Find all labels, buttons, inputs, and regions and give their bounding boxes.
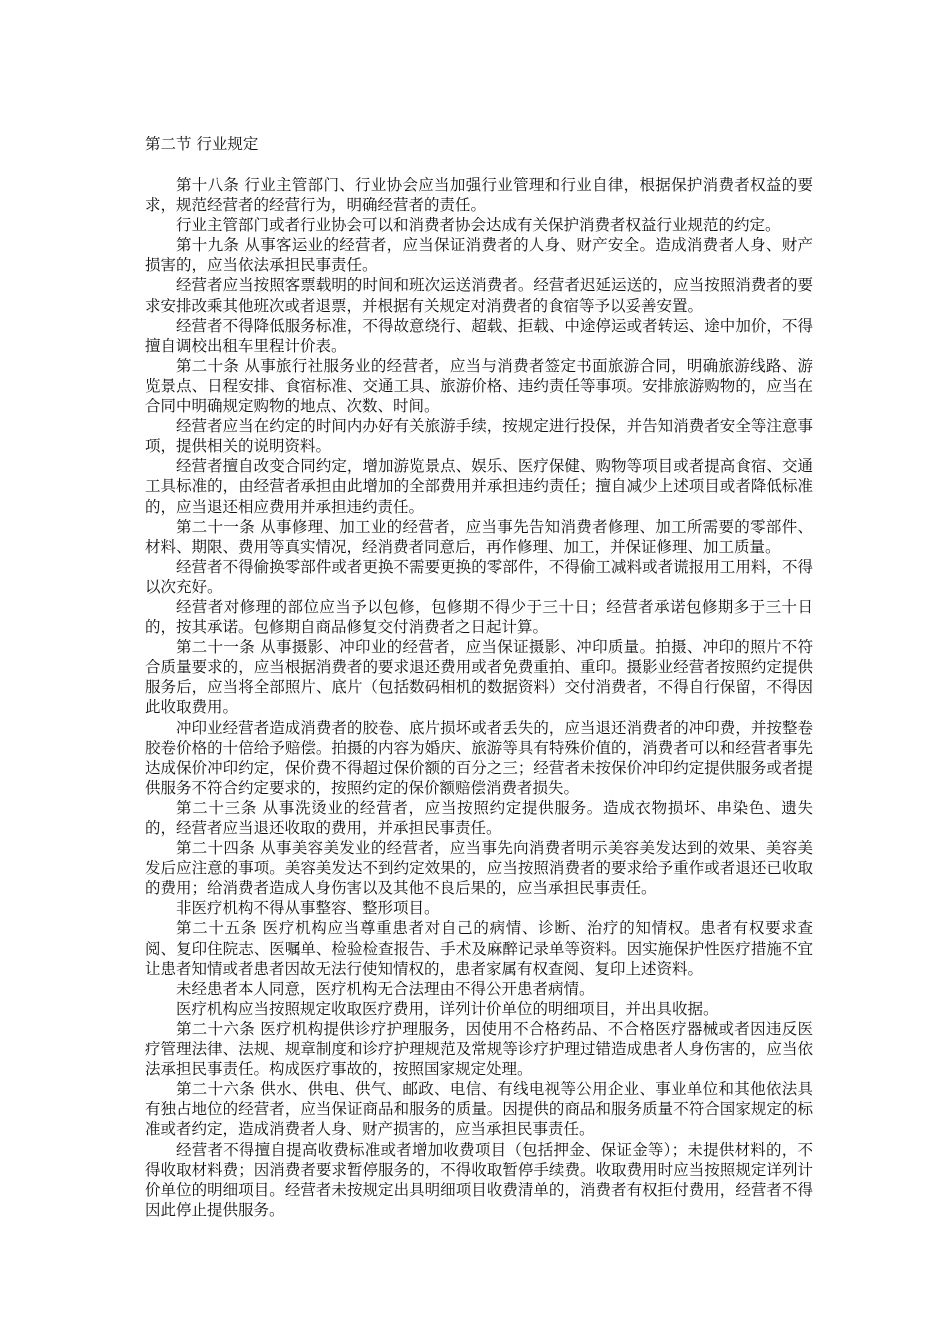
paragraph: 第二十条 从事旅行社服务业的经营者，应当与消费者签定书面旅游合同，明确旅游线路、游览景点、日程安排、食宿标准、交通工具、旅游价格、违约责任等事项。安排旅游购物的，应当在合同中明确规定购物的地点、次数、时间。 bbox=[145, 356, 813, 416]
paragraph: 经营者不得擅自提高收费标准或者增加收费项目（包括押金、保证金等）；未提供材料的，不得收取材料费；因消费者要求暂停服务的，不得收取暂停手续费。收取费用时应当按照规定详列计价单位的明细项目。经营者未按规定出具明细项目收费清单的，消费者有权拒付费用，经营者不得因此停止提供服务。 bbox=[145, 1140, 813, 1219]
paragraph: 医疗机构应当按照规定收取医疗费用，详列计价单位的明细项目，并出具收据。 bbox=[176, 999, 719, 1018]
paragraph: 行业主管部门或者行业协会可以和消费者协会达成有关保护消费者权益行业规范的约定。 bbox=[176, 216, 781, 235]
paragraph: 经营者擅自改变合同约定，增加游览景点、娱乐、医疗保健、购物等项目或者提高食宿、交通工具标准的，由经营者承担由此增加的全部费用并承担违约责任；擅自减少上述项目或者降低标准的，应当退还相应费用并承担违约责任。 bbox=[145, 457, 813, 516]
paragraph: 第二十五条 医疗机构应当尊重患者对自己的病情、诊断、治疗的知情权。患者有权要求查阅、复印住院志、医嘱单、检验检查报告、手术及麻醉记录单等资料。因实施保护性医疗措施不宜让患者知情或者患者因故无法行使知情权的，患者家属有权查阅、复印上述资料。 bbox=[145, 919, 813, 978]
paragraph: 经营者不得偷换零部件或者更换不需要更换的零部件，不得偷工减料或者谎报用工用料，不得以次充好。 bbox=[145, 557, 813, 596]
paragraph: 非医疗机构不得从事整容、整形项目。 bbox=[176, 899, 440, 918]
paragraph: 未经患者本人同意，医疗机构无合法理由不得公开患者病情。 bbox=[176, 979, 595, 998]
paragraph: 冲印业经营者造成消费者的胶卷、底片损坏或者丢失的，应当退还消费者的冲印费，并按整卷胶卷价格的十倍给予赔偿。拍摄的内容为婚庆、旅游等具有特殊价值的，消费者可以和经营者事先达成保价冲印约定，保价费不得超过保价额的百分之三；经营者未按保价冲印约定提供服务或者提供服务不符合约定要求的，按照约定的保价额赔偿消费者损失。 bbox=[145, 718, 813, 797]
paragraph: 第二十四条 从事美容美发业的经营者，应当事先向消费者明示美容美发达到的效果、美容美发后应注意的事项。美容美发达不到约定效果的，应当按照消费者的要求给予重作或者退还已收取的费用；给消费者造成人身伤害以及其他不良后果的，应当承担民事责任。 bbox=[145, 839, 813, 898]
paragraph: 经营者对修理的部位应当予以包修，包修期不得少于三十日；经营者承诺包修期多于三十日的，按其承诺。包修期自商品修复交付消费者之日起计算。 bbox=[145, 597, 813, 637]
paragraph: 第十八条 行业主管部门、行业协会应当加强行业管理和行业自律，根据保护消费者权益的要求，规范经营者的经营行为，明确经营者的责任。 bbox=[145, 176, 813, 215]
paragraph: 第二十六条 医疗机构提供诊疗护理服务，因使用不合格药品、不合格医疗器械或者因违反医疗管理法律、法规、规章制度和诊疗护理规范及常规等诊疗护理过错造成患者人身伤害的，应当依法承担民事责任。构成医疗事故的，按照国家规定处理。 bbox=[145, 1019, 813, 1079]
paragraph: 经营者不得降低服务标准，不得故意绕行、超载、拒载、中途停运或者转运、途中加价，不得擅自调校出租车里程计价表。 bbox=[145, 316, 813, 355]
paragraph: 第二十一条 从事摄影、冲印业的经营者，应当保证摄影、冲印质量。拍摄、冲印的照片不符合质量要求的，应当根据消费者的要求退还费用或者免费重拍、重印。摄影业经营者按照约定提供服务后，应当将全部照片、底片（包括数码相机的数据资料）交付消费者，不得自行保留，不得因此收取费用。 bbox=[145, 638, 813, 717]
paragraph: 第二十一条 从事修理、加工业的经营者，应当事先告知消费者修理、加工所需要的零部件、材料、期限、费用等真实情况，经消费者同意后，再作修理、加工，并保证修理、加工质量。 bbox=[145, 517, 813, 556]
paragraph: 第二十三条 从事洗烫业的经营者，应当按照约定提供服务。造成衣物损坏、串染色、遗失的，经营者应当退还收取的费用，并承担民事责任。 bbox=[145, 798, 813, 837]
paragraph: 经营者应当在约定的时间内办好有关旅游手续，按规定进行投保，并告知消费者安全等注意事项，提供相关的说明资料。 bbox=[145, 417, 813, 456]
section-title: 第二节 行业规定 bbox=[145, 135, 259, 153]
paragraph: 第二十六条 供水、供电、供气、邮政、电信、有线电视等公用企业、事业单位和其他依法具有独占地位的经营者，应当保证商品和服务的质量。因提供的商品和服务质量不符合国家规定的标准或者约定，造成消费者人身、财产损害的，应当承担民事责任。 bbox=[145, 1080, 813, 1139]
paragraph: 第十九条 从事客运业的经营者，应当保证消费者的人身、财产安全。造成消费者人身、财产损害的，应当依法承担民事责任。 bbox=[145, 236, 813, 275]
document-body bbox=[145, 175, 813, 1220]
paragraph: 经营者应当按照客票载明的时间和班次运送消费者。经营者迟延运送的，应当按照消费者的要求安排改乘其他班次或者退票，并根据有关规定对消费者的食宿等予以妥善安置。 bbox=[145, 276, 813, 315]
